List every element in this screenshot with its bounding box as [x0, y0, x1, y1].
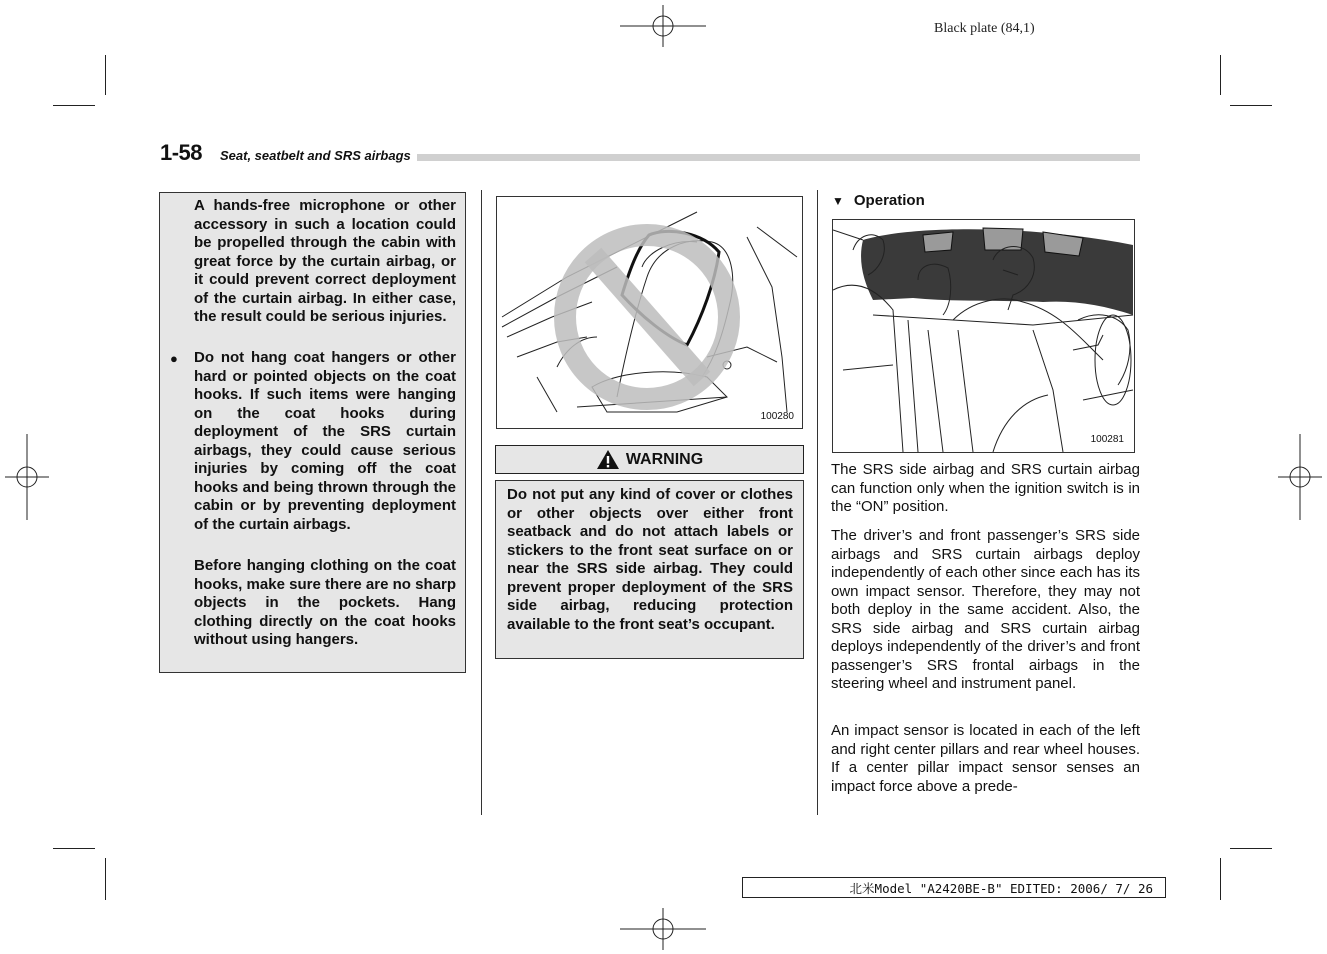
figure-code: 100280 [760, 411, 794, 422]
operation-heading-text: Operation [853, 192, 925, 209]
warning-box [495, 480, 804, 659]
section-title: Seat, seatbelt and SRS airbags [220, 148, 417, 163]
caution-box [159, 192, 466, 673]
warning-text: Do not put any kind of cover or clothes or other objects over either front seatback and do not attach labels or stickers to the front seat surface on or near the SRS side airbag. They could prevent proper deployment of the SRS side airbag, reducing protection available to the front seat’s occupant. [507, 486, 793, 633]
body-paragraph: An impact sensor is located in each of the left and right center pillars and rear wheel houses. If a center pillar impact sensor senses an impact force above a prede- [831, 722, 1140, 795]
registration-mark-left [5, 434, 49, 520]
airbag-cabin-illustration-icon [833, 220, 1134, 452]
warning-header [495, 445, 804, 474]
plate-label: Black plate (84,1) [934, 21, 1035, 36]
triangle-down-icon: ▼ [832, 194, 844, 208]
bullet-icon: ● [170, 351, 178, 366]
body-paragraph: The driver’s and front passenger’s SRS side airbags and SRS curtain airbags deploy independently of each other since each has its own impact sensor. Therefore, they may not both deploy in the same accident. Also, the SRS side airbag and SRS curtain airbag deploys independently of the driver’s and front passenger’s SRS frontal airbags in the steering wheel and instrument panel. [831, 527, 1140, 692]
caution-paragraph: A hands-free microphone or other accessory in such a location could be propelled through the cabin with great force by the curtain airbag, or it could prevent correct deployment of the curtain airbag. In either case, the result could be serious injuries. [194, 197, 456, 325]
registration-mark-right [1278, 434, 1322, 520]
caution-bullet-paragraph: Do not hang coat hangers or other hard or pointed objects on the coat hooks. If such items were hanging on the coat hooks during deployment of the SRS curtain airbags, they could cause serious injuries by coming off the coat hooks and being thrown through the cabin or by preventing deployment of the curtain airbags. [194, 349, 456, 533]
seat-illustration-icon [497, 197, 802, 428]
page-header [160, 140, 1140, 170]
figure-code: 100281 [1090, 434, 1124, 445]
warning-triangle-icon [596, 449, 620, 470]
page-number: 1-58 [160, 140, 206, 166]
airbag-operation-illustration [832, 219, 1135, 453]
seat-cover-prohibited-illustration [496, 196, 803, 429]
edit-footer: 北米Model "A2420BE-B" EDITED: 2006/ 7/ 26 [742, 877, 1166, 898]
registration-mark-top [620, 5, 706, 47]
column-divider-1 [481, 190, 482, 815]
body-paragraph: The SRS side airbag and SRS curtain airbag can function only when the ignition switch is in the “ON” position. [831, 461, 1140, 515]
operation-heading [832, 192, 925, 209]
column-divider-2 [817, 190, 818, 815]
warning-title: WARNING [625, 450, 704, 468]
caution-paragraph: Before hanging clothing on the coat hooks, make sure there are no sharp objects in the pockets. Hang clothing directly on the coat hooks without using hangers. [194, 557, 456, 648]
registration-mark-bottom [620, 908, 706, 950]
